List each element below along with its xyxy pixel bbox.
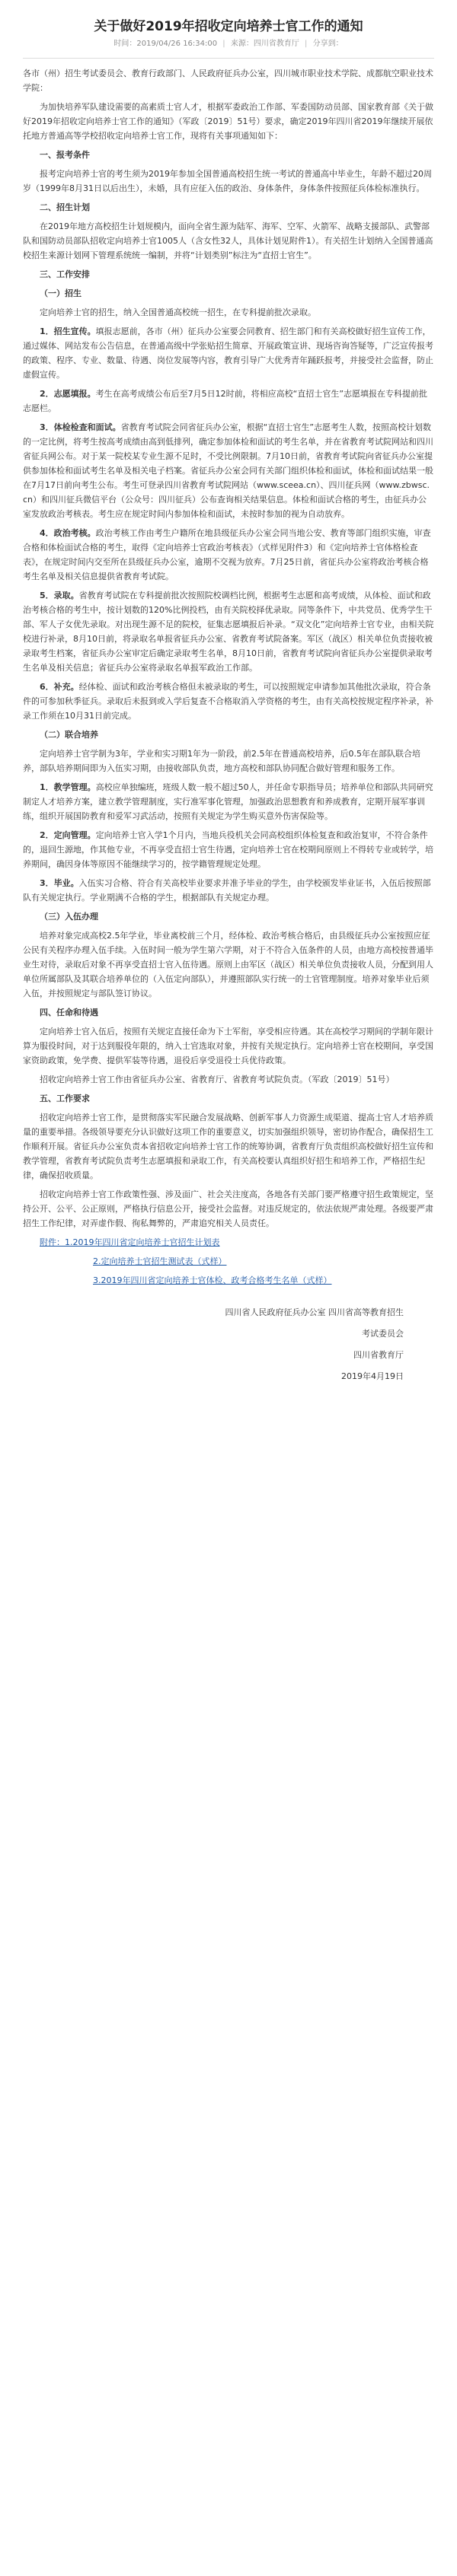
paragraph: 招收定向培养士官工作政策性强、涉及面广、社会关注度高，各地各有关部门要严格遵守招生政策规定，坚持公开、公平、公正原则，严格执行信息公开，接受社会监督。对违反规定的，依法依规严肃处理。各级要严肃招生工作纪律，对弄虚作假、徇私舞弊的，严肃追究相关人员责任。 <box>23 1189 433 1228</box>
intro-paragraph: 为加快培养军队建设需要的高素质士官人才，根据军委政治工作部、军委国防动员部、国家教育部《关于做好2019年招收定向培养士官工作的通知》（军政〔2019〕51号）要求，确定2019年四川省2019年继续开展依托地方普通高等学校招收定向培养士官工作，现将有关事项通知如下： <box>23 102 433 141</box>
paragraph <box>23 526 434 584</box>
article-source: 来源：四川省教育厅 <box>230 40 299 48</box>
attachment-link[interactable]: 3.2019年四川省定向培养士官体检、政考合格考生名单（式样） <box>93 1275 332 1285</box>
paragraph: 报考定向培养士官的考生须为2019年参加全国普通高校招生统一考试的普通高中毕业生，年龄不超过20周岁（1999年8月31日以后出生），未婚，具有应征入伍的政治、身体条件，身体条件按照征兵体检标准执行。 <box>23 169 432 193</box>
paragraph <box>23 876 434 905</box>
paragraph-lead: 6．补充。 <box>40 682 79 692</box>
paragraph <box>23 828 434 871</box>
paragraph-lead: 3．体检检查和面试。 <box>40 422 121 432</box>
section-heading: 二、招生计划 <box>40 202 90 212</box>
paragraph-lead: 2．定向管理。 <box>40 830 96 840</box>
title-divider <box>23 58 434 59</box>
section-heading: 一、报考条件 <box>40 150 90 160</box>
paragraph-lead: 2．志愿填报。 <box>40 389 96 399</box>
paragraph-text: 填报志愿前，各市（州）征兵办公室要会同教育、招生部门和有关高校做好招生宣传工作，通过媒体、网站发布公告信息，在普通高级中学张贴招生简章、开展政策宣讲、现场咨询答疑等，广泛宣传报考的政策、程序、专业、数量、待遇、岗位发展等内容，教育引导广大优秀青年踊跃报考，并接受社会监督，防止虚假宣传。 <box>23 326 433 380</box>
share-link[interactable]: 分享到： <box>312 40 344 48</box>
paragraph-text: 政治考核工作由考生户籍所在地县级征兵办公室会同当地公安、教育等部门组织实施，审查合格和体检面试合格的考生，取得《定向培养士官政治考核表》（式样见附件3）和《定向培养士官体格检查表》，在规定时间内交至所在县级征兵办公室，逾期不交视为放弃。7月25日前，省征兵办公室将政治考核合格考生名单及相关信息提供省教育考试院。 <box>23 528 431 581</box>
attachment-item[interactable] <box>23 1273 434 1288</box>
addressee: 各市（州）招生考试委员会、教育行政部门、人民政府征兵办公室，四川城市职业技术学院、成都航空职业技术学院： <box>23 68 433 93</box>
meta-separator: | <box>222 40 225 48</box>
section-heading: 三、工作安排 <box>40 269 90 279</box>
paragraph: 定向培养士官入伍后，按照有关规定直接任命为下士军衔，享受相应待遇。其在高校学习期间的学制年限计算为服役时间，对于达到服役年限的，纳入士官选取对象，并按有关规定执行。定向培养士官在校期间，享受国家资助政策，免学费、提供军装等待遇，退役后享受退役士兵优待政策。 <box>23 1027 433 1065</box>
signature-issuer: 四川省人民政府征兵办公室 四川省高等教育招生 <box>225 1307 404 1317</box>
attachment-link[interactable]: 2.定向培养士官招生测试表（式样） <box>93 1256 227 1266</box>
signature-issuer: 考试委员会 <box>362 1329 404 1339</box>
paragraph-lead: 5．录取。 <box>40 591 79 600</box>
paragraph-text: 省教育考试院会同省征兵办公室，根据“直招士官生”志愿考生人数，按照高校计划数的一定比例，将考生按高考成绩由高到低排列，确定参加体检和面试的考生名单，并在省教育考试院网站和四川省征兵网公布。对于某一院校某专业生源不足时，不受比例限制。7月10日前，省教育考试院向省征兵办公室提供参加体检和面试考生名单及相关电子档案。省征兵办公室会同有关部门组织体检和面试，体检和面试结果一般在7月17日前向考生公布。考生可登录四川省教育考试院网站（www.sceea.cn）、四川征兵网（www.zbwsc.cn）和四川征兵微信平台（公众号：四川征兵）公布查询相关结果信息。体检和面试合格的考生，由征兵办公室发放政治考核表。考生应在规定时间内参加体检和面试，未按时参加的视为自动放弃。 <box>23 422 433 519</box>
section-heading: 五、工作要求 <box>40 1094 90 1103</box>
meta-separator: | <box>305 40 308 48</box>
article-meta <box>23 38 434 50</box>
paragraph-text: 定向培养士官入学1个月内，当地兵役机关会同高校组织体检复查和政治复审，不符合条件的，退回生源地，作其他专业，不再享受直招士官生待遇，定向培养士官在校期间原则上不得转专业或转学，培养期间，确因身体等原因不能继续学习的，按学籍管理规定处理。 <box>23 830 433 869</box>
paragraph: 定向培养士官学制为3年，学业和实习期1年为一阶段，前2.5年在普通高校培养，后0.5年在部队联合培养，部队培养期间即为入伍实习期，由接收部队负责，地方高校和部队协同配合做好管理和服务工作。 <box>23 749 420 773</box>
paragraph-text: 入伍实习合格、符合有关高校毕业要求并准予毕业的学生，由学校颁发毕业证书，入伍后按照部队有关规定执行。学业期满不合格的学生，根据部队有关规定办理。 <box>23 878 431 903</box>
paragraph-lead: 3．毕业。 <box>40 878 79 888</box>
paragraph-lead: 1．教学管理。 <box>40 782 96 792</box>
paragraph: 定向培养士官的招生，纳入全国普通高校统一招生，在专科提前批次录取。 <box>40 307 316 317</box>
paragraph: 招收定向培养士官工作，是贯彻落实军民融合发展战略、创新军事人力资源生成渠道、提高士官人才培养质量的重要举措。各级领导要充分认识做好这项工作的重要意义，切实加强组织领导，密切协作配合，确保招生工作顺利开展。省征兵办公室负责本省招收定向培养士官工作的统筹协调，省教育厅负责组织高校做好招生宣传和教学管理，省教育考试院负责考生志愿填报和录取工作，有关高校要认真组织好招生和培养工作，严格招生纪律，确保招收质量。 <box>23 1113 433 1180</box>
paragraph <box>23 588 434 675</box>
subsection-heading: （二）联合培养 <box>40 730 98 740</box>
paragraph-text: 高校应单独编班，班级人数一般不超过50人，并任命专职指导员；培养单位和部队共同研究制定人才培养方案，建立教学管理制度，实行准军事化管理，加强政治思想教育和养成教育，定期开展军事训练，组织开展国防教育和爱军习武活动，按照有关规定为学生购买意外伤害保险等。 <box>23 782 433 821</box>
signature-block <box>23 1304 404 1385</box>
article-body <box>23 66 434 1385</box>
signature-date: 2019年4月19日 <box>341 1371 404 1381</box>
signature-issuer: 四川省教育厅 <box>353 1350 404 1360</box>
publish-date: 时间：2019/04/26 16:34:00 <box>113 40 218 48</box>
paragraph <box>23 324 434 382</box>
paragraph-text: 考生在高考成绩公布后至7月5日12时前，将相应高校“直招士官生”志愿填报在专科提前批志愿栏。 <box>23 389 428 413</box>
paragraph <box>23 420 434 521</box>
paragraph <box>23 780 434 823</box>
page-title: 关于做好2019年招收定向培养士官工作的通知 <box>94 19 363 34</box>
paragraph-lead: 1．招生宣传。 <box>40 326 96 336</box>
subsection-heading: （一）招生 <box>40 288 81 298</box>
attachment-item[interactable] <box>23 1235 434 1250</box>
attachment-item[interactable] <box>23 1254 434 1269</box>
paragraph-text: 经体检、面试和政治考核合格但未被录取的考生，可以按照规定申请参加其他批次录取，符合条件的可参加秋季征兵。录取后未报到或入学后复查不合格取消入学资格的考生，由有关高校按规定程序补录，补录工作须在10月31日前完成。 <box>23 682 433 721</box>
paragraph: 在2019年地方高校招生计划规模内，面向全省生源为陆军、海军、空军、火箭军、战略支援部队、武警部队和国防动员部队招收定向培养士官1005人（含女性32人，具体计划见附件1）。有关招生计划纳入全国普通高校招生来源计划网下管理系统统一编制，并将“计划类别”标注为“直招士官生”。 <box>23 221 433 260</box>
section-heading: 四、任命和待遇 <box>40 1008 98 1017</box>
paragraph: 培养对象完成高校2.5年学业，毕业离校前三个月，经体检、政治考核合格后，由县级征兵办公室按照应征公民有关程序办理入伍手续。入伍时间一般为学生第六学期，对于不符合入伍条件的人员，由地方高校按普通毕业生对待，录取后对象不再享受直招士官入伍待遇。原则上由军区（战区）相关单位负责接收人员，分配到用人单位所属部队及其联合培养单位的（入伍定向部队），并遵照部队实行统一的士官管理制度。培养对象毕业后须入伍，并按照规定与部队签订协议。 <box>23 931 433 998</box>
subsection-heading: （三）入伍办理 <box>40 912 98 922</box>
paragraph: 招收定向培养士官工作由省征兵办公室、省教育厅、省教育考试院负责。（军政〔2019〕51号） <box>40 1075 395 1084</box>
paragraph <box>23 680 434 723</box>
paragraph-lead: 4．政治考核。 <box>40 528 96 538</box>
paragraph-text: 省教育考试院在专科提前批次按照院校调档比例，根据考生志愿和高考成绩，从体检、面试和政治考核合格的考生中，按计划数的120%比例投档，由有关院校择优录取。同等条件下，中共党员、优秀学生干部、军人子女优先录取。对出现生源不足的院校，征集志愿填报后补录。“双文化”定向培养士官专业，由相关院校进行补录，8月10日前，将录取名单报省征兵办公室、省教育考试院备案。军区（战区）相关单位负责接收被录取考生档案，省征兵办公室审定后确定录取考生名单，8月10日前，省教育考试院向省征兵办公室提供录取考生名单及相关信息；省征兵办公室将录取名单报军政治工作部。 <box>23 591 434 673</box>
paragraph <box>23 387 434 416</box>
attachment-link[interactable]: 附件：1.2019年四川省定向培养士官招生计划表 <box>40 1237 220 1247</box>
